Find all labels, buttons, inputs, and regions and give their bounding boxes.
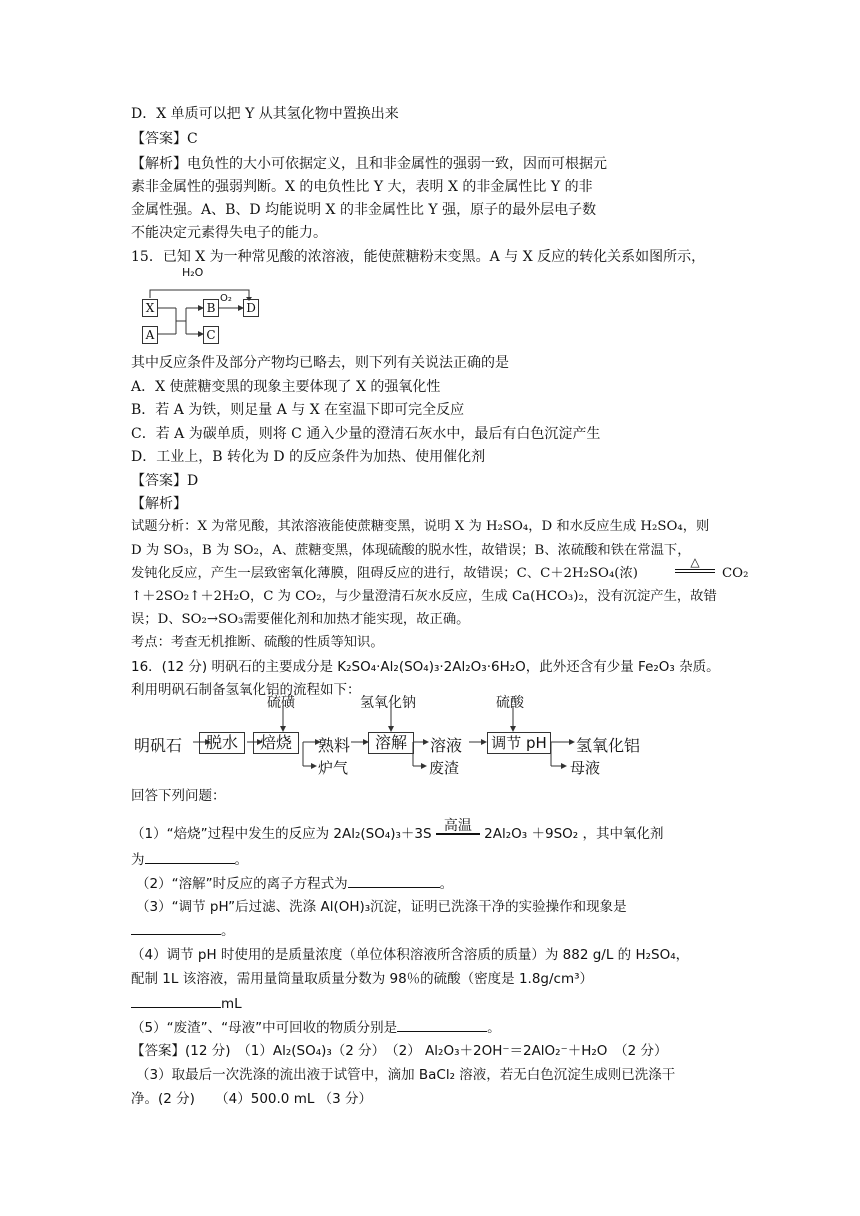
q14-analysis-line: 金属性强。A、B、D 均能说明 X 的非金属性比 Y 强，原子的最外层电子数 (131, 202, 597, 218)
flow-product: 氢氧化铝 (576, 736, 641, 755)
q15-stem: 15．已知 X 为一种常见酸的浓溶液，能使蔗糖粉末变黑。A 与 X 反应的转化关系如图所示， (131, 249, 706, 265)
o2-label: O₂ (220, 293, 232, 304)
q15-kaodian: 考点：考查无机推断、硫酸的性质等知识。 (131, 635, 384, 650)
q16-part1 (131, 818, 664, 844)
q15-option-b: B．若 A 为铁，则足量 A 与 X 在室温下即可完全反应 (131, 402, 465, 418)
answer-blank[interactable] (131, 993, 221, 1008)
answer-blank[interactable] (348, 873, 440, 888)
q15-analysis-line: 发钝化反应，产生一层致密氧化薄膜，阻碍反应的进行，故错误；C、C＋2H₂SO₄(浓) (131, 566, 638, 581)
q16-part3-line2 (131, 920, 235, 941)
q16-stem2: 利用明矾石制备氢氧化铝的流程如下： (131, 682, 361, 698)
high-temp-condition: 高温 (436, 819, 480, 835)
q15-answer: 【答案】D (131, 473, 199, 489)
q14-option-d: D．X 单质可以把 Y 从其氢化物中置换出来 (131, 106, 399, 122)
answer-blank[interactable] (145, 849, 235, 864)
q14-analysis-line: 素非金属性的强弱判断。X 的电负性比 Y 大，表明 X 的非金属性比 Y 的非 (131, 179, 593, 195)
q16-part1-text: （1）“焙烧”过程中发生的反应为 2Al₂(SO₄)₃＋3S (131, 826, 432, 842)
flow-mid-solution: 溶液 (430, 736, 463, 755)
q15-option-a: A．X 使蔗糖变黑的现象主要体现了 X 的强氧化性 (131, 379, 441, 395)
flow-additive-acid: 硫酸 (496, 695, 524, 711)
flow-byproduct-gas: 炉气 (318, 759, 349, 777)
q16-stem1: 16．(12 分) 明矾石的主要成分是 K₂SO₄·Al₂(SO₄)₃·2Al₂O₃·6H₂O，此外还含有少量 Fe₂O₃ 杂质。 (131, 659, 720, 675)
q14-answer: 【答案】C (131, 131, 198, 147)
q16-part1-wei: 为 (131, 852, 145, 868)
flow-additive-sulfur: 硫磺 (267, 695, 295, 711)
flow-step-dissolve: 溶解 (368, 732, 414, 754)
q16-part2-end: 。 (439, 876, 454, 892)
h2o-label: H₂O (182, 266, 204, 279)
node-b: B (203, 299, 219, 317)
q16-answer-line3: 净。(2 分) （4）500.0 mL （3 分） (131, 1091, 373, 1107)
flow-step-adjust-ph: 调节 pH (487, 732, 551, 754)
co2-product: CO₂ (722, 566, 749, 581)
flow-additive-naoh: 氢氧化钠 (360, 695, 416, 711)
q16-part2 (136, 873, 453, 894)
q14-analysis-line: 【解析】电负性的大小可依据定义，且和非金属性的强弱一致，因而可根据元 (131, 156, 607, 172)
node-c: C (203, 326, 219, 344)
q16-part3-end: 。 (221, 923, 235, 939)
q16-part4-unit: mL (221, 996, 242, 1012)
answer-blank[interactable] (131, 920, 221, 935)
q15-analysis-line: 误；D、SO₂→SO₃需要催化剂和加热才能实现，故正确。 (131, 612, 470, 627)
q16-part1-line2 (131, 849, 248, 870)
q16-part4-line1: （4）调节 pH 时使用的是质量浓度（单位体积溶液所含溶质的质量）为 882 g/L 的 H₂SO₄， (131, 947, 690, 963)
delta-symbol: △ (690, 555, 700, 569)
q15-analysis-title: 【解析】 (131, 496, 187, 512)
q15-option-d: D．工业上，B 转化为 D 的反应条件为加热、使用催化剂 (131, 449, 486, 465)
q16-part1-end: 。 (234, 852, 248, 868)
q16-answer-line1: 【答案】(12 分) （1）Al₂(SO₄)₃（2 分） （2） Al₂O₃＋2OH⁻＝2AlO₂⁻＋H₂O （2 分） (131, 1043, 668, 1059)
q16-prompt: 回答下列问题： (131, 788, 226, 804)
q16-part3: （3）“调节 pH”后过滤、洗涤 Al(OH)₃沉淀，证明已洗涤干净的实验操作和现象是 (136, 899, 627, 915)
node-a: A (142, 326, 158, 344)
q16-part4-line3 (131, 993, 242, 1014)
q15-analysis-line: ↑＋2SO₂↑＋2H₂O，C 为 CO₂，与少量澄清石灰水反应，生成 Ca(HCO₃)₂，没有沉淀产生，故错 (131, 589, 717, 604)
flow-byproduct-residue: 废渣 (429, 759, 460, 777)
q15-stem2: 其中反应条件及部分产物均已略去，则下列有关说法正确的是 (131, 355, 509, 371)
heating-condition (675, 556, 715, 573)
q15-analysis-line: D 为 SO₃，B 为 SO₂，A、蔗糖变黑，体现硫酸的脱水性，故错误；B、浓硫酸和铁在常温下， (131, 543, 691, 558)
flow-byproduct-mother-liquor: 母液 (570, 759, 601, 777)
q16-part1-text2: 2Al₂O₃ ＋9SO₂ ，其中氧化剂 (484, 826, 664, 842)
node-d: D (243, 299, 259, 317)
flow-start: 明矾石 (134, 736, 183, 755)
flow-mid-clinker: 熟料 (318, 736, 351, 755)
q16-part2-text: （2）“溶解”时反应的离子方程式为 (136, 876, 348, 892)
node-x: X (142, 299, 158, 317)
answer-blank[interactable] (397, 1017, 487, 1032)
q16-answer-line2: （3）取最后一次洗涤的流出液于试管中，滴加 BaCl₂ 溶液，若无白色沉淀生成则已洗涤干 (136, 1067, 676, 1083)
q15-analysis-line: 试题分析：X 为常见酸，其浓溶液能使蔗糖变黑，说明 X 为 H₂SO₄，D 和水反应生成 H₂SO₄，则 (131, 519, 710, 534)
q16-part5-end: 。 (487, 1020, 501, 1036)
q14-analysis-line: 不能决定元素得失电子的能力。 (131, 225, 327, 241)
q16-part4-line2: 配制 1L 该溶液，需用量筒量取质量分数为 98％的硫酸（密度是 1.8g/cm³） (131, 971, 594, 987)
q16-part5-text: （5）“废渣”、“母液”中可回收的物质分别是 (131, 1020, 398, 1036)
q15-option-c: C．若 A 为碳单质，则将 C 通入少量的澄清石灰水中，最后有白色沉淀产生 (131, 426, 601, 442)
flow-step-dehydrate: 脱水 (199, 732, 245, 754)
q16-part5 (131, 1017, 501, 1038)
flow-step-roast: 焙烧 (253, 732, 299, 754)
